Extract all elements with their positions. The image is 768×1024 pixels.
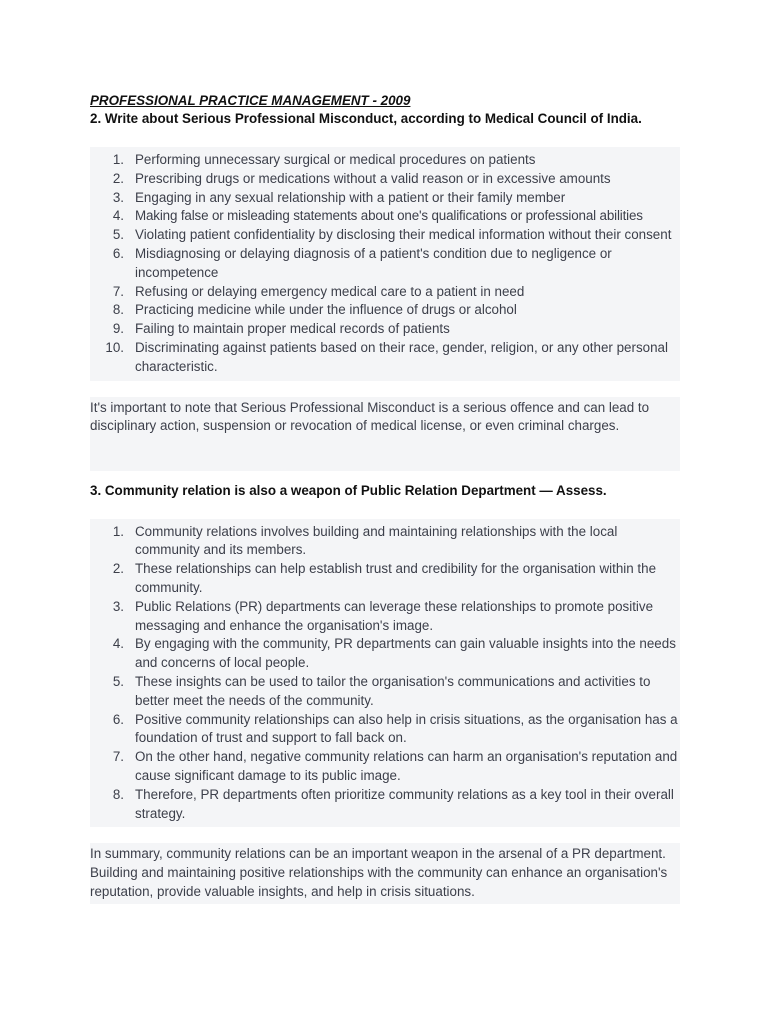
list-item-number: 1. [112, 152, 124, 167]
list-item-number: 4. [112, 636, 124, 652]
list-item-number: 4. [112, 208, 124, 224]
list-item [90, 151, 680, 170]
list-item [90, 245, 680, 283]
list-item-number: 5. [112, 673, 124, 689]
list-item-text: Positive community relationships can also help in crisis situations, as the organisation has a foundation of trust and support to fall back on. [135, 711, 678, 746]
list-item-number: 1. [112, 523, 124, 539]
list-item-number: 2. [112, 170, 124, 186]
document-title: PROFESSIONAL PRACTICE MANAGEMENT - 2009 [90, 93, 411, 108]
list-item-number: 6. [112, 711, 124, 727]
list-item-text: These relationships can help establish trust and credibility for the organisation within the community. [135, 561, 657, 595]
misconduct-note-block [90, 397, 680, 471]
community-list-block [90, 519, 680, 828]
list-item-number: 7. [112, 283, 124, 299]
list-item-text: Failing to maintain proper medical records of patients [135, 321, 450, 337]
list-item [90, 320, 680, 339]
list-item-number: 3. [112, 598, 124, 614]
list-item [90, 560, 680, 598]
list-item [90, 786, 680, 824]
question-2-heading: 2. Write about Serious Professional Misconduct, according to Medical Council of India. [90, 111, 642, 126]
list-item-text: Discriminating against patients based on their race, gender, religion, or any other personal characteristic. [135, 339, 668, 374]
list-item-text: Prescribing drugs or medications without a valid reason or in excessive amounts [135, 170, 611, 186]
list-item [90, 339, 680, 377]
list-item-number: 6. [112, 245, 124, 261]
list-item [90, 598, 680, 636]
list-item-text: Misdiagnosing or delaying diagnosis of a patient's condition due to negligence or incompetence [135, 245, 612, 280]
list-item-text: On the other hand, negative community relations can harm an organisation's reputation and cause significant damage to its public image. [135, 749, 678, 783]
list-item-number: 5. [112, 227, 124, 243]
list-item [90, 283, 680, 302]
list-item-text: Engaging in any sexual relationship with a patient or their family member [135, 189, 566, 205]
misconduct-note: It's important to note that Serious Professional Misconduct is a serious offence and can lead to disciplinary action, suspension or revocation of medical license, or even criminal charges. [90, 399, 650, 434]
community-summary: In summary, community relations can be an important weapon in the arsenal of a PR department. Building and maintaining positive relationships with the community can enhance an organisation's reputation, provide valuable insights, and help in crisis situations. [90, 846, 668, 899]
list-item-number: 8. [112, 786, 124, 802]
list-item-text: Public Relations (PR) departments can leverage these relationships to promote positive messaging and enhance the organisation's image. [135, 598, 654, 633]
list-item-text: Performing unnecessary surgical or medical procedures on patients [135, 152, 536, 167]
misconduct-list [90, 147, 680, 381]
list-item-text: Making false or misleading statements about one's qualifications or professional abilities [135, 208, 643, 224]
list-item-text: Practicing medicine while under the influence of drugs or alcohol [135, 302, 517, 318]
list-item [90, 301, 680, 320]
list-item [90, 226, 680, 245]
list-item [90, 748, 680, 786]
list-item-number: 7. [112, 749, 124, 765]
community-list [90, 519, 680, 828]
misconduct-list-block [90, 147, 680, 381]
list-item-number: 2. [112, 561, 124, 577]
document-page [90, 92, 680, 904]
list-item [90, 673, 680, 711]
list-item-text: Community relations involves building and maintaining relationships with the local community and its members. [135, 523, 618, 558]
list-item-number: 9. [112, 321, 124, 337]
list-item [90, 189, 680, 208]
list-item-number: 3. [112, 189, 124, 205]
list-item-text: Violating patient confidentiality by disclosing their medical information without their consent [135, 227, 672, 243]
list-item-text: By engaging with the community, PR departments can gain valuable insights into the needs and concerns of local people. [135, 636, 676, 671]
list-item-number: 8. [112, 302, 124, 318]
community-summary-block [90, 843, 680, 903]
list-item [90, 207, 680, 226]
list-item-number: 10. [105, 339, 124, 355]
list-item [90, 635, 680, 673]
list-item-text: Refusing or delaying emergency medical care to a patient in need [135, 283, 525, 299]
list-item-text: Therefore, PR departments often prioritize community relations as a key tool in their overall strategy. [135, 786, 674, 821]
list-item [90, 170, 680, 189]
list-item [90, 523, 680, 561]
list-item [90, 711, 680, 749]
question-3-heading: 3. Community relation is also a weapon of Public Relation Department — Assess. [90, 482, 607, 498]
list-item-text: These insights can be used to tailor the organisation's communications and activities to better meet the needs of the community. [135, 673, 651, 708]
